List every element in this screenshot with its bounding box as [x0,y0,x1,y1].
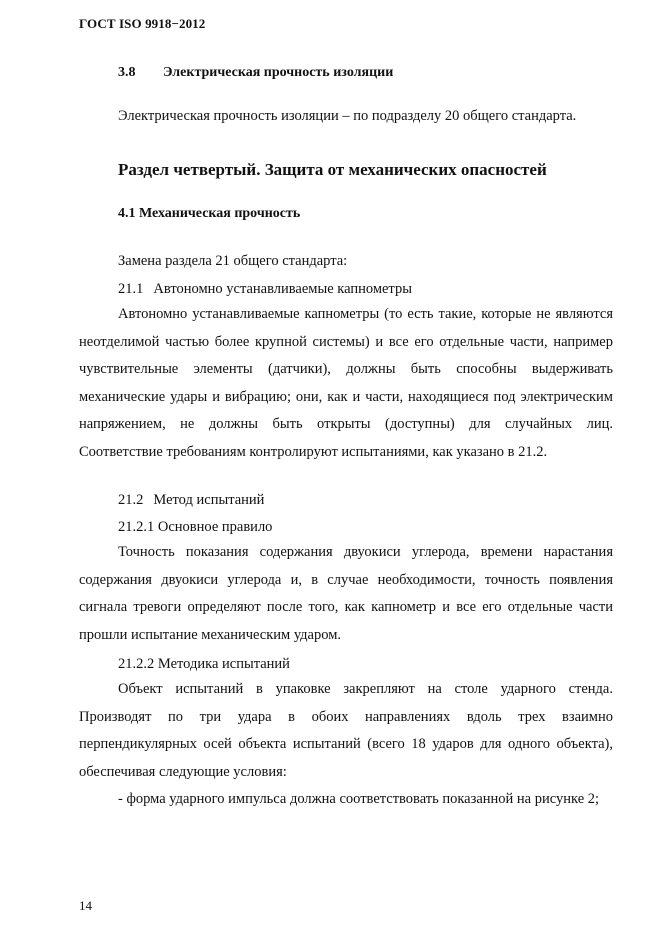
section-3-8-heading [118,65,393,81]
clause-21-2-2-heading: 21.2.2 Методика испытаний [118,656,290,672]
clause-21-2-heading [118,492,264,509]
list-item: - форма ударного импульса должна соответствовать показанной на рисунке 2; [118,791,600,807]
section-3-8-number: 3.8 [118,65,136,80]
clause-21-1-body: Автономно устанавливаемые капнометры (то есть такие, которые не являются неотделимой частью более крупной системы) и все его отдельные части, например чувствительные элементы (датчики), должны быть способны выдерживать механические удары и вибрацию; они, как и части, находящиеся под электрическим напряжением, не должны быть открыты (доступны) для случайных лиц. Соответствие требованиям контролируют испытаниями, как указано в 21.2. [79,306,613,460]
page-number: 14 [79,898,92,913]
document-header: ГОСТ ISO 9918−2012 [79,16,206,31]
part-four-title: Раздел четвертый. Защита от механических опасностей [118,160,547,179]
clause-21-2-1-body: Точность показания содержания двуокиси углерода, времени нарастания содержания двуокиси углерода и, в случае необходимости, точность появления сигнала тревоги определяют после того, как капнометр и все его отдельные части прошли испытание механическим ударом. [79,544,613,643]
clause-21-1-heading [118,281,412,298]
section-3-8-title: Электрическая прочность изоляции [163,65,394,80]
clause-21-2-2-body: Объект испытаний в упаковке закрепляют на столе ударного стенда. Производят по три удара в обоих направлениях вдоль трех взаимно перпендикулярных осей объекта испытаний (всего 18 ударов для одного объекта), обеспечивая следующие условия: [79,681,613,780]
clause-21-1-title: Автономно устанавливаемые капнометры [153,281,412,297]
clause-21-2-number: 21.2 [118,492,144,508]
clause-21-1-number: 21.1 [118,281,144,297]
section-3-8-body: Электрическая прочность изоляции – по подразделу 20 общего стандарта. [118,108,577,124]
replacement-note: Замена раздела 21 общего стандарта: [118,253,348,269]
clause-21-2-title: Метод испытаний [153,492,265,508]
clause-21-2-1-heading: 21.2.1 Основное правило [118,519,273,535]
section-4-1-heading: 4.1 Механическая прочность [118,206,301,221]
